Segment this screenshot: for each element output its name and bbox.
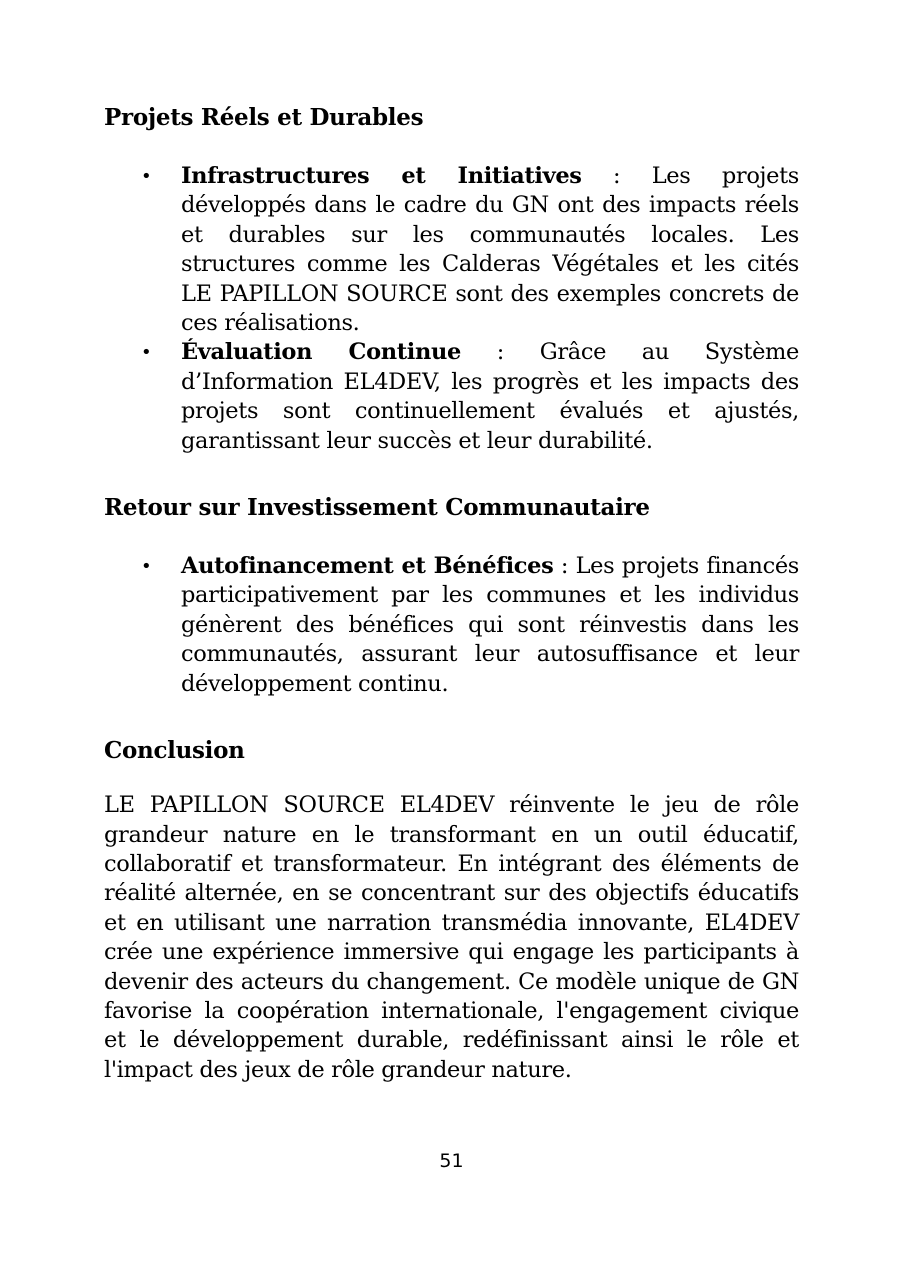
bullet-icon: • bbox=[141, 166, 152, 187]
list-item bbox=[104, 552, 799, 699]
list-item-term: Infrastructures et Initiatives bbox=[181, 163, 582, 189]
list-item-text: : Les projets financés participativement par les communes et les individus génèrent des bénéfices qui sont réinvestis dans les communautés, assurant leur autosuffisance et leur développement continu. bbox=[181, 553, 799, 697]
page-number: 51 bbox=[439, 1150, 464, 1172]
section-heading: Conclusion bbox=[104, 737, 245, 765]
list-item bbox=[104, 338, 799, 456]
section-heading: Retour sur Investissement Communautaire bbox=[104, 494, 650, 522]
page-content bbox=[104, 100, 799, 1085]
bullet-list bbox=[104, 552, 799, 699]
list-item-text: : Grâce au Système d’Information EL4DEV, les progrès et les impacts des projets sont continuellement évalués et ajustés, garantissant leur succès et leur durabilité. bbox=[181, 339, 799, 454]
list-item-term: Évaluation Continue bbox=[181, 339, 461, 366]
conclusion-paragraph: LE PAPILLON SOURCE EL4DEV réinvente le jeu de rôle grandeur nature en le transformant en un outil éducatif, collaboratif et transformateur. En intégrant des éléments de réalité alternée, en se concentrant sur des objectifs éducatifs et en utilisant une narration transmédia innovante, EL4DEV crée une expérience immersive qui engage les participants à devenir des acteurs du changement. Ce modèle unique de GN favorise la coopération internationale, l'engagement civique et le développement durable, redéfinissant ainsi le rôle et l'impact des jeux de rôle grandeur nature. bbox=[104, 792, 799, 1083]
bullet-list bbox=[104, 162, 799, 456]
bullet-icon: • bbox=[141, 342, 152, 364]
section-retour-investissement bbox=[104, 490, 799, 699]
section-conclusion bbox=[104, 733, 799, 1085]
section-projets-reels bbox=[104, 100, 799, 456]
list-item-text: : Les projets développés dans le cadre du GN ont des impacts réels et durables sur les communautés locales. Les structures comme les Calderas Végétales et les cités LE PAPILLON SOURCE sont des exemples concrets de ces réalisations. bbox=[181, 163, 799, 337]
section-heading: Projets Réels et Durables bbox=[104, 104, 424, 131]
bullet-icon: • bbox=[141, 556, 152, 578]
list-item bbox=[104, 162, 799, 338]
list-item-term: Autofinancement et Bénéfices bbox=[181, 553, 554, 580]
